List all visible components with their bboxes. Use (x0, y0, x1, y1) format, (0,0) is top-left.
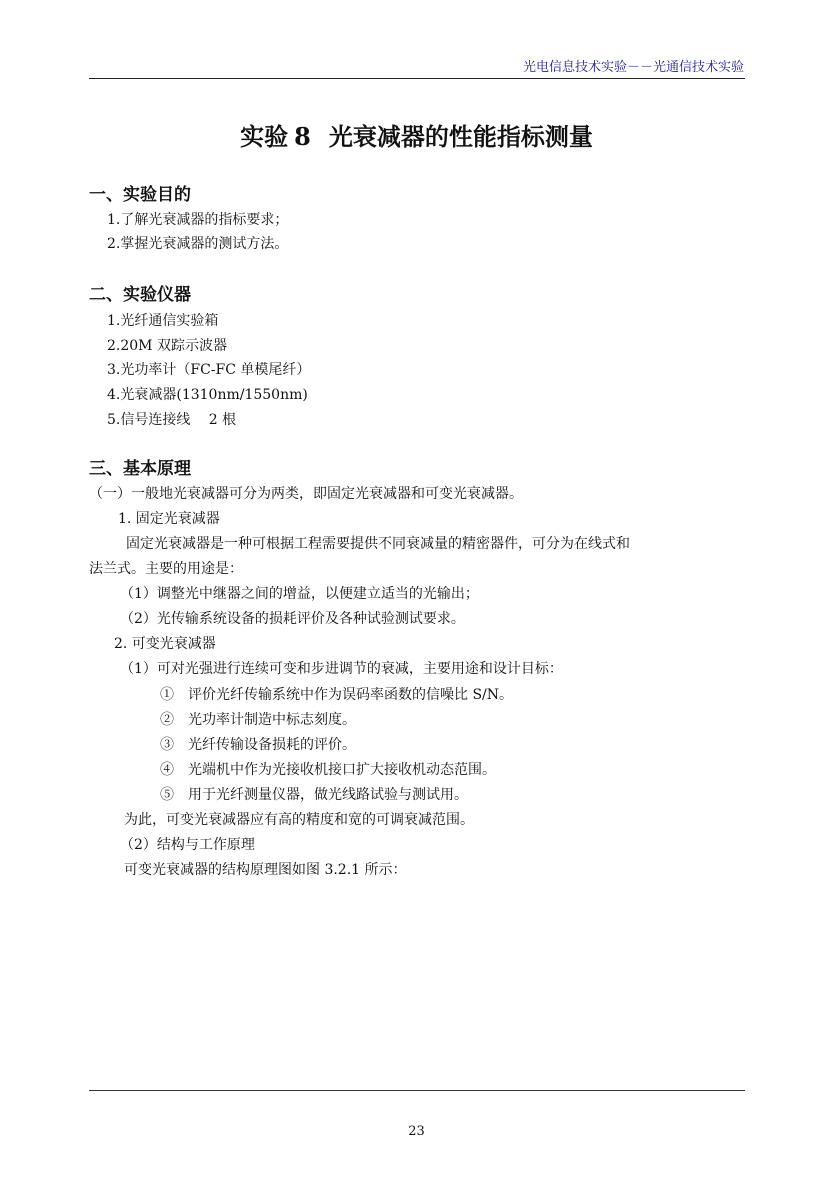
fixed-attenuator-paragraph: 固定光衰减器是一种可根据工程需要提供不同衰减量的精密器件，可分为在线式和 (126, 536, 630, 552)
header-rule (89, 78, 745, 79)
design-goal-item: ⑤ 用于光纤测量仪器，做光线路试验与测试用。 (160, 787, 468, 803)
design-goal-item: ④ 光端机中作为光接收机接口扩大接收机动态范围。 (160, 762, 496, 778)
page-title (0, 120, 833, 154)
section-heading-objectives: 一、实验目的 (89, 185, 191, 205)
fixed-attenuator-label: 1. 固定光衰减器 (118, 511, 220, 527)
principle-intro: （一）一般地光衰减器可分为两类，即固定光衰减器和可变光衰减器。 (89, 486, 523, 502)
variable-attenuator-label: 2. 可变光衰减器 (114, 636, 216, 652)
title-text: 光衰减器的性能指标测量 (328, 122, 593, 151)
page-number: 23 (408, 1124, 425, 1139)
fixed-attenuator-paragraph-cont: 法兰式。主要的用途是： (89, 561, 243, 577)
variable-point-2: （2）结构与工作原理 (120, 837, 255, 853)
footer-rule (89, 1090, 745, 1091)
section-heading-instruments: 二、实验仪器 (89, 285, 191, 305)
instrument-item: 5.信号连接线 2 根 (107, 412, 237, 428)
instrument-item: 4.光衰减器(1310nm/1550nm) (107, 387, 308, 403)
instrument-item: 3.光功率计（FC-FC 单模尾纤） (107, 362, 311, 378)
instrument-item: 1.光纤通信实验箱 (107, 313, 219, 329)
variable-point-1: （1）可对光强进行连续可变和步进调节的衰减，主要用途和设计目标： (120, 661, 563, 677)
objective-item: 2.掌握光衰减器的测试方法。 (107, 236, 289, 252)
design-goal-item: ② 光功率计制造中标志刻度。 (160, 712, 356, 728)
objective-item: 1.了解光衰减器的指标要求； (107, 212, 289, 228)
fixed-use-item: （2）光传输系统设备的损耗评价及各种试验测试要求。 (120, 611, 465, 627)
fixed-use-item: （1）调整光中继器之间的增益，以便建立适当的光输出； (120, 586, 479, 602)
design-goal-item: ③ 光纤传输设备损耗的评价。 (160, 737, 356, 753)
running-header: 光电信息技术实验－－光通信技术实验 (522, 60, 744, 75)
design-goal-item: ① 评价光纤传输系统中作为误码率函数的信噪比 S/N。 (160, 687, 514, 703)
section-heading-principles: 三、基本原理 (89, 459, 191, 479)
title-prefix: 实验 (240, 122, 289, 151)
variable-conclusion: 为此，可变光衰减器应有高的精度和宽的可调衰减范围。 (124, 812, 474, 828)
figure-reference: 可变光衰减器的结构原理图如图 3.2.1 所示： (124, 862, 407, 878)
instrument-item: 2.20M 双踪示波器 (107, 338, 227, 354)
title-number: 8 (294, 122, 311, 151)
